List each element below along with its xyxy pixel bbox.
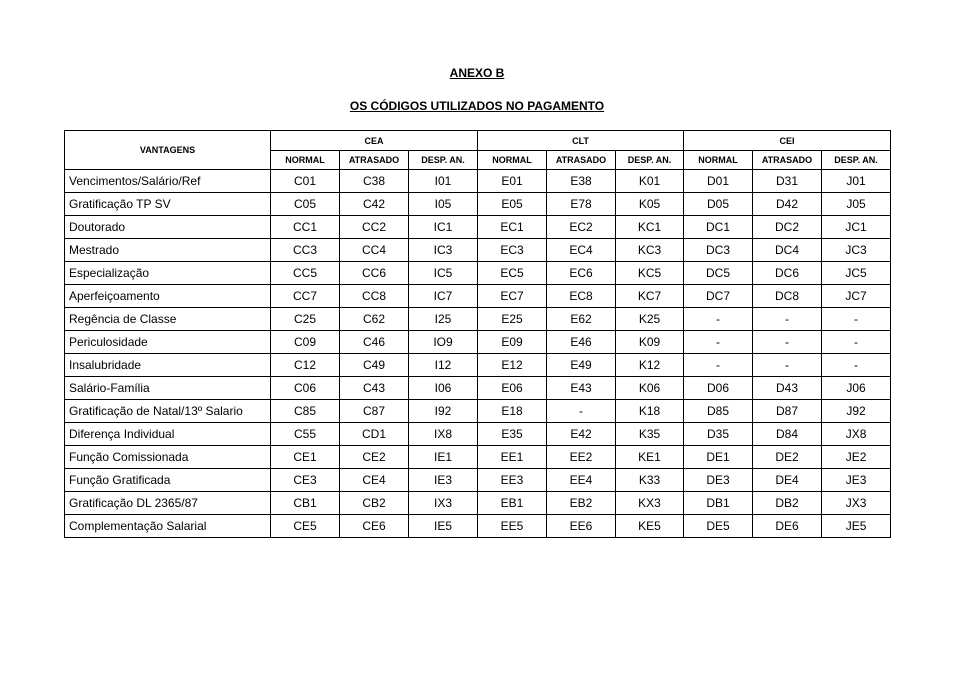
code-cell: D84 <box>753 423 822 446</box>
code-cell: C49 <box>340 354 409 377</box>
code-cell: EC8 <box>547 285 616 308</box>
code-cell: DC6 <box>753 262 822 285</box>
code-cell: CC1 <box>271 216 340 239</box>
table-row <box>65 331 891 354</box>
table-row <box>65 354 891 377</box>
code-cell: EE1 <box>478 446 547 469</box>
code-cell: - <box>753 354 822 377</box>
code-cell: D43 <box>753 377 822 400</box>
code-cell: CE6 <box>340 515 409 538</box>
code-cell: IC5 <box>409 262 478 285</box>
code-cell: C43 <box>340 377 409 400</box>
column-subheader: DESP. AN. <box>616 151 684 170</box>
row-label: Gratificação DL 2365/87 <box>65 492 271 515</box>
code-cell: K12 <box>616 354 684 377</box>
code-cell: IE5 <box>409 515 478 538</box>
code-cell: EE5 <box>478 515 547 538</box>
code-cell: EC4 <box>547 239 616 262</box>
code-cell: E05 <box>478 193 547 216</box>
code-cell: C38 <box>340 170 409 193</box>
code-cell: CB1 <box>271 492 340 515</box>
code-cell: - <box>822 308 891 331</box>
code-cell: JE3 <box>822 469 891 492</box>
code-cell: E09 <box>478 331 547 354</box>
code-cell: KE1 <box>616 446 684 469</box>
code-cell: E06 <box>478 377 547 400</box>
row-label: Salário-Família <box>65 377 271 400</box>
code-cell: E18 <box>478 400 547 423</box>
group-header-cea: CEA <box>271 131 478 151</box>
table-row <box>65 170 891 193</box>
code-cell: C05 <box>271 193 340 216</box>
table-row <box>65 377 891 400</box>
row-label: Complementação Salarial <box>65 515 271 538</box>
code-cell: D31 <box>753 170 822 193</box>
code-cell: - <box>753 331 822 354</box>
code-cell: CE4 <box>340 469 409 492</box>
code-cell: CC5 <box>271 262 340 285</box>
code-cell: KC5 <box>616 262 684 285</box>
code-cell: C01 <box>271 170 340 193</box>
row-label: Regência de Classe <box>65 308 271 331</box>
code-cell: KC1 <box>616 216 684 239</box>
code-cell: IX3 <box>409 492 478 515</box>
row-label: Mestrado <box>65 239 271 262</box>
code-cell: CC8 <box>340 285 409 308</box>
code-cell: CE2 <box>340 446 409 469</box>
document-subtitle: OS CÓDIGOS UTILIZADOS NO PAGAMENTO <box>349 99 605 113</box>
code-cell: C09 <box>271 331 340 354</box>
column-subheader: DESP. AN. <box>822 151 891 170</box>
code-cell: KX3 <box>616 492 684 515</box>
row-label: Aperfeiçoamento <box>65 285 271 308</box>
code-cell: CB2 <box>340 492 409 515</box>
row-label: Gratificação TP SV <box>65 193 271 216</box>
code-cell: E35 <box>478 423 547 446</box>
code-cell: IC7 <box>409 285 478 308</box>
code-cell: KE5 <box>616 515 684 538</box>
code-cell: EC7 <box>478 285 547 308</box>
code-cell: C46 <box>340 331 409 354</box>
column-subheader: ATRASADO <box>753 151 822 170</box>
code-cell: K09 <box>616 331 684 354</box>
annex-title: ANEXO B <box>449 66 505 80</box>
code-cell: CD1 <box>340 423 409 446</box>
table-row <box>65 262 891 285</box>
code-cell: - <box>684 354 753 377</box>
code-cell: DB1 <box>684 492 753 515</box>
code-cell: D87 <box>753 400 822 423</box>
code-cell: E49 <box>547 354 616 377</box>
code-cell: E43 <box>547 377 616 400</box>
row-label: Gratificação de Natal/13º Salario <box>65 400 271 423</box>
code-cell: EC1 <box>478 216 547 239</box>
row-label: Especialização <box>65 262 271 285</box>
code-cell: D06 <box>684 377 753 400</box>
table-row <box>65 492 891 515</box>
code-cell: DE2 <box>753 446 822 469</box>
code-cell: E46 <box>547 331 616 354</box>
code-cell: CC3 <box>271 239 340 262</box>
code-cell: C85 <box>271 400 340 423</box>
column-subheader: ATRASADO <box>340 151 409 170</box>
code-cell: JX8 <box>822 423 891 446</box>
code-cell: E42 <box>547 423 616 446</box>
code-cell: IC3 <box>409 239 478 262</box>
code-cell: IX8 <box>409 423 478 446</box>
code-cell: DE5 <box>684 515 753 538</box>
row-label: Periculosidade <box>65 331 271 354</box>
code-cell: DC1 <box>684 216 753 239</box>
code-cell: EC2 <box>547 216 616 239</box>
code-cell: - <box>684 331 753 354</box>
code-cell: D05 <box>684 193 753 216</box>
column-subheader: DESP. AN. <box>409 151 478 170</box>
group-header-clt: CLT <box>478 131 684 151</box>
table-row <box>65 400 891 423</box>
code-cell: EE4 <box>547 469 616 492</box>
code-cell: EE3 <box>478 469 547 492</box>
row-label: Função Gratificada <box>65 469 271 492</box>
table-row <box>65 469 891 492</box>
code-cell: I92 <box>409 400 478 423</box>
code-cell: JE2 <box>822 446 891 469</box>
code-cell: C25 <box>271 308 340 331</box>
code-cell: E62 <box>547 308 616 331</box>
table-row <box>65 446 891 469</box>
code-cell: DC7 <box>684 285 753 308</box>
group-header-cei: CEI <box>684 131 891 151</box>
code-cell: K05 <box>616 193 684 216</box>
table-row <box>65 423 891 446</box>
code-cell: K18 <box>616 400 684 423</box>
code-cell: JC3 <box>822 239 891 262</box>
table-row <box>65 193 891 216</box>
code-cell: D01 <box>684 170 753 193</box>
table-row <box>65 216 891 239</box>
row-label: Diferença Individual <box>65 423 271 446</box>
code-cell: CC7 <box>271 285 340 308</box>
payment-codes-table <box>64 130 891 538</box>
code-cell: DC3 <box>684 239 753 262</box>
code-cell: E78 <box>547 193 616 216</box>
row-label: Insalubridade <box>65 354 271 377</box>
code-cell: C06 <box>271 377 340 400</box>
code-cell: C12 <box>271 354 340 377</box>
code-cell: DC4 <box>753 239 822 262</box>
code-cell: J06 <box>822 377 891 400</box>
code-cell: J92 <box>822 400 891 423</box>
code-cell: D42 <box>753 193 822 216</box>
code-cell: C42 <box>340 193 409 216</box>
code-cell: I25 <box>409 308 478 331</box>
code-cell: IO9 <box>409 331 478 354</box>
code-cell: DE3 <box>684 469 753 492</box>
code-cell: E12 <box>478 354 547 377</box>
code-cell: E25 <box>478 308 547 331</box>
code-cell: K25 <box>616 308 684 331</box>
code-cell: KC3 <box>616 239 684 262</box>
code-cell: CE1 <box>271 446 340 469</box>
code-cell: - <box>753 308 822 331</box>
row-header-vantagens: VANTAGENS <box>65 131 271 170</box>
code-cell: JX3 <box>822 492 891 515</box>
row-label: Doutorado <box>65 216 271 239</box>
code-cell: DC5 <box>684 262 753 285</box>
code-cell: C62 <box>340 308 409 331</box>
table-row <box>65 515 891 538</box>
code-cell: EE6 <box>547 515 616 538</box>
code-cell: C87 <box>340 400 409 423</box>
code-cell: E38 <box>547 170 616 193</box>
table-row <box>65 285 891 308</box>
code-cell: JC5 <box>822 262 891 285</box>
code-cell: EC3 <box>478 239 547 262</box>
code-cell: DE6 <box>753 515 822 538</box>
code-cell: K35 <box>616 423 684 446</box>
code-cell: CE5 <box>271 515 340 538</box>
row-label: Função Comissionada <box>65 446 271 469</box>
code-cell: DC8 <box>753 285 822 308</box>
code-cell: I12 <box>409 354 478 377</box>
code-cell: CC2 <box>340 216 409 239</box>
code-cell: I05 <box>409 193 478 216</box>
column-subheader: NORMAL <box>271 151 340 170</box>
code-cell: JC1 <box>822 216 891 239</box>
code-cell: - <box>684 308 753 331</box>
code-cell: IE3 <box>409 469 478 492</box>
code-cell: D35 <box>684 423 753 446</box>
code-cell: EE2 <box>547 446 616 469</box>
code-cell: EC5 <box>478 262 547 285</box>
code-cell: CC4 <box>340 239 409 262</box>
code-cell: EC6 <box>547 262 616 285</box>
column-subheader: NORMAL <box>478 151 547 170</box>
code-cell: KC7 <box>616 285 684 308</box>
code-cell: DE4 <box>753 469 822 492</box>
code-cell: K01 <box>616 170 684 193</box>
code-cell: JE5 <box>822 515 891 538</box>
code-cell: DE1 <box>684 446 753 469</box>
column-subheader: ATRASADO <box>547 151 616 170</box>
code-cell: E01 <box>478 170 547 193</box>
table-row <box>65 239 891 262</box>
code-cell: I06 <box>409 377 478 400</box>
table-row <box>65 308 891 331</box>
code-cell: - <box>822 331 891 354</box>
code-cell: K06 <box>616 377 684 400</box>
code-cell: CC6 <box>340 262 409 285</box>
code-cell: CE3 <box>271 469 340 492</box>
code-cell: - <box>822 354 891 377</box>
code-cell: DB2 <box>753 492 822 515</box>
code-cell: C55 <box>271 423 340 446</box>
code-cell: EB2 <box>547 492 616 515</box>
code-cell: J01 <box>822 170 891 193</box>
code-cell: EB1 <box>478 492 547 515</box>
code-cell: J05 <box>822 193 891 216</box>
column-subheader: NORMAL <box>684 151 753 170</box>
code-cell: IC1 <box>409 216 478 239</box>
code-cell: I01 <box>409 170 478 193</box>
code-cell: K33 <box>616 469 684 492</box>
code-cell: - <box>547 400 616 423</box>
code-cell: IE1 <box>409 446 478 469</box>
row-label: Vencimentos/Salário/Ref <box>65 170 271 193</box>
code-cell: D85 <box>684 400 753 423</box>
code-cell: JC7 <box>822 285 891 308</box>
code-cell: DC2 <box>753 216 822 239</box>
